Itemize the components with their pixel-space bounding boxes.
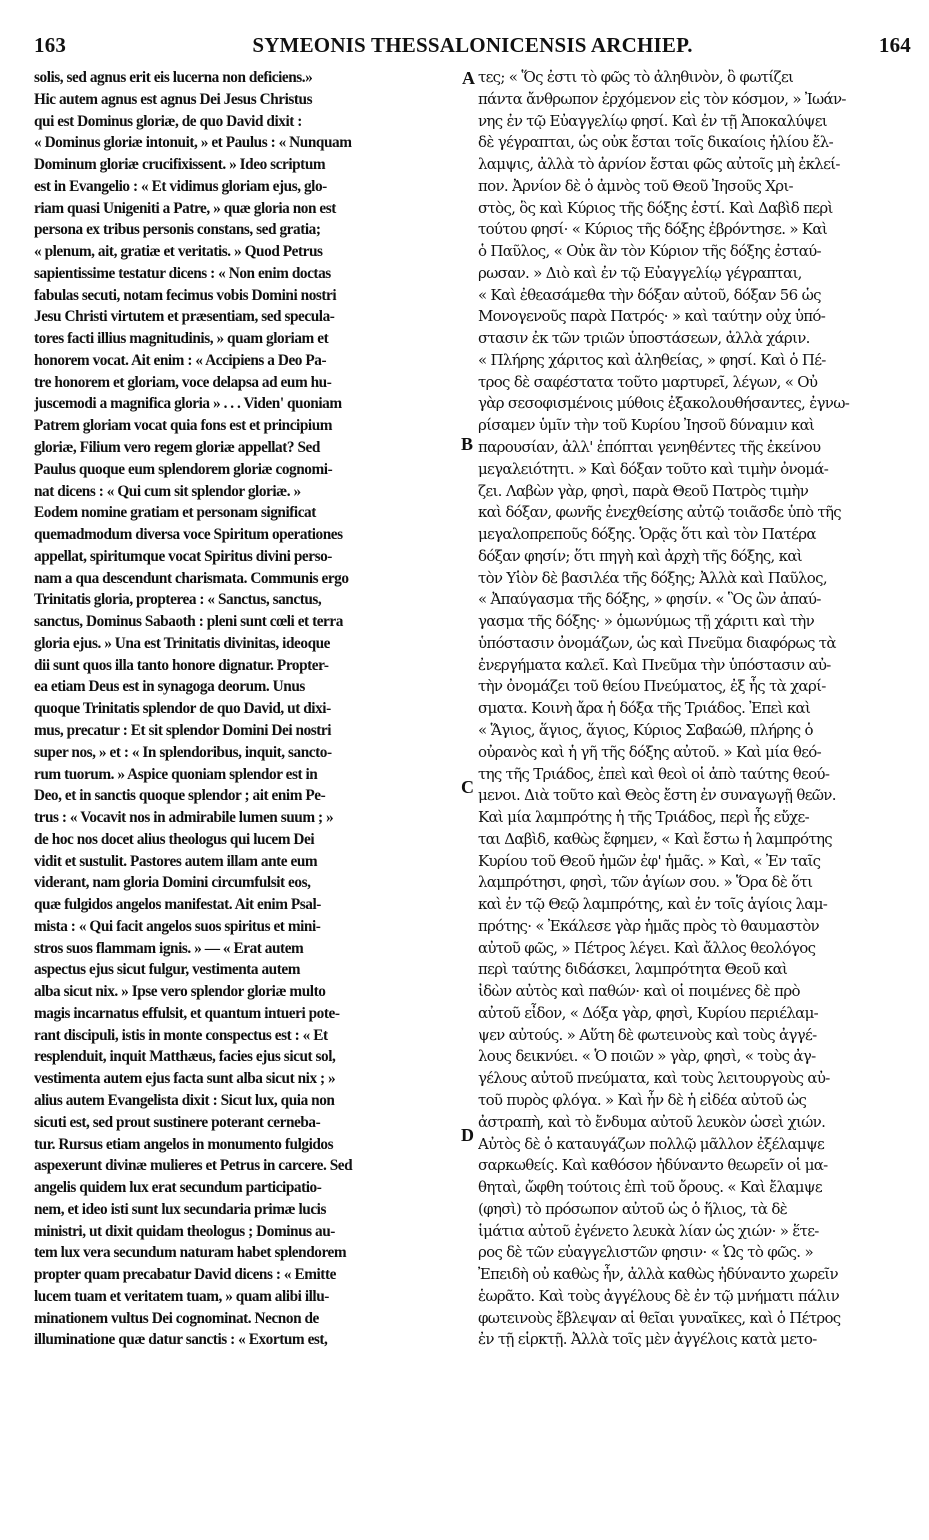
greek-text-line: περὶ ταύτης διδάσκει, λαμπρότητα Θεοῦ καὶ xyxy=(478,960,788,979)
greek-text-line: στὸς, ὃς καὶ Κύριος τῆς δόξης ἐστί. Καὶ Δαβὶδ περὶ xyxy=(478,198,833,217)
greek-text-line: τρος δὲ σαφέστατα τοῦτο μαρτυρεῖ, λέγων, « Οὐ xyxy=(478,372,818,391)
latin-text-line: dii sunt quos illa tanto honore dignatur. Propter- xyxy=(34,656,329,674)
greek-text-line: τὸν Υἱὸν δὲ βασιλέα τῆς δόξης; Ἀλλὰ καὶ Παῦλος, xyxy=(478,568,827,587)
margin-marker-d: D xyxy=(461,1125,474,1145)
latin-text-line: viderant, nam gloria Domini circumfulsit eos, xyxy=(34,874,311,892)
greek-text-line: Καὶ μία λαμπρότης ἡ τῆς Τριάδος, περὶ ἧς εὔχε- xyxy=(478,808,809,827)
greek-text-line: Αὐτὸς δὲ ὁ καταυγάζων πολλῷ μᾶλλον ἐξέλαμψε xyxy=(478,1134,825,1153)
latin-text-line: Jesu Christi virtutem et præsentiam, sed specula- xyxy=(34,308,335,326)
greek-text-line: ψεν αὐτούς. » Αὕτη δὲ φωτεινοὺς καὶ τοὺς ἀγγέ- xyxy=(478,1025,817,1044)
latin-text-line: resplenduit, inquit Matthæus, facies ejus sicut sol, xyxy=(34,1048,336,1066)
latin-text-line: sicuti est, sed prout sustinere poterant cerneba- xyxy=(34,1113,321,1131)
greek-text-line: τὴν ὀνομάζει τοῦ θείου Πνεύματος, ἐξ ἧς τὰ χαρί- xyxy=(478,677,826,696)
greek-text-line: γέλους αὐτοῦ πνεύματα, καὶ τοὺς λειτουργοὺς αὐ- xyxy=(478,1069,830,1088)
latin-text-line: riam quasi Unigeniti a Patre, » quæ gloria non est xyxy=(34,199,336,217)
latin-text-line: fabulas secuti, notam fecimus vobis Domini nostri xyxy=(34,286,337,304)
latin-text-line: stros suos flammam ignis. » — « Erat autem xyxy=(34,939,304,957)
running-title: SYMEONIS THESSALONICENSIS ARCHIEP. xyxy=(252,33,693,57)
greek-text-line: λαμψις, ἀλλὰ τὸ ἀρνίον ἔσται φῶς αὐτοῖς μὴ ἐκλεί- xyxy=(478,155,840,174)
latin-text-line: de hoc nos docet alius theologus qui lucem Dei xyxy=(34,830,315,848)
greek-text-line: τοῦ πυρὸς φλόγα. » Καὶ ἦν δὲ ἡ εἰδέα αὐτοῦ ὡς xyxy=(478,1090,807,1109)
greek-text-line: « Πλήρης χάριτος καὶ ἀληθείας, » φησί. Καὶ ὁ Πέ- xyxy=(478,350,826,369)
greek-text-line: σματα. Κοινὴ ἄρα ἡ δόξα τῆς Τριάδος. Ἐπεὶ καὶ xyxy=(478,699,811,718)
greek-text-line: ὑπόστασιν ὀνομάζων, ὡς καὶ Πνεῦμα διαφόρως τὰ xyxy=(478,633,836,652)
latin-text-line: qui est Dominus gloriæ, de quo David dixit : xyxy=(34,112,302,130)
greek-text-line: τούτου φησί· « Κύριος τῆς δόξης ἐβρόντησε. » Καὶ xyxy=(478,220,827,239)
latin-text-line: persona ex tribus personis constans, sed gratia; xyxy=(34,221,321,239)
greek-text-line: ἑωρᾶτο. Καὶ τοὺς ἀγγέλους δὲ ἐν τῷ μνήματι πάλιν xyxy=(478,1286,840,1305)
greek-text-line: ται Δαβὶδ, καθὼς ἔφημεν, « Καὶ ἔστω ἡ λαμπρότης xyxy=(478,829,832,848)
latin-text-line: lucem tuam et veritatem tuam, » quam alibi illu- xyxy=(34,1287,329,1305)
latin-text-line: gloriæ, Filium vero regem gloriæ appellat? Sed xyxy=(34,439,320,457)
latin-text-line: tem lux vera secundum naturam habet splendorem xyxy=(34,1244,347,1262)
running-header xyxy=(34,33,911,63)
latin-text-line: tur. Rursus etiam angelos in monumento fulgidos xyxy=(34,1135,334,1153)
latin-text-line: aspectus ejus sicut fulgur, vestimenta autem xyxy=(34,961,301,979)
latin-text-line: honorem vocat. Ait enim : « Accipiens a Deo Pa- xyxy=(34,351,327,369)
latin-text-line: « plenum, ait, gratiæ et veritatis. » Quod Petrus xyxy=(34,243,323,261)
latin-text-line: rant discipuli, istis in monte conspectus est : « Et xyxy=(34,1026,328,1044)
latin-text-line: nat dicens : « Qui cum sit splendor gloriæ. » xyxy=(34,482,301,500)
latin-text-line: ea etiam Deus est in synagoga deorum. Unus xyxy=(34,678,305,696)
latin-text-line: mista : « Qui facit angelos suos spiritus et mini- xyxy=(34,917,321,935)
latin-text-line: quemadmodum diversa voce Spiritum operationes xyxy=(34,526,343,544)
greek-text-line: ἐν τῇ εἱρκτῇ. Ἀλλὰ τοῖς μὲν ἀγγέλοις κατὰ μετο- xyxy=(478,1330,817,1349)
greek-text-line: μενοι. Διὰ τοῦτο καὶ Θεὸς ἔστη ἐν συναγωγῇ θεῶν. xyxy=(478,786,836,805)
latin-text-line: alba sicut nix. » Ipse vero splendor gloriæ multo xyxy=(34,983,326,1001)
greek-text-line: ὁ Παῦλος, « Οὐκ ἂν τὸν Κύριον τῆς δόξης ἐσταύ- xyxy=(478,242,821,261)
greek-text-line: « Ἅγιος, ἅγιος, ἅγιος, Κύριος Σαβαώθ, πλήρης ὁ xyxy=(478,720,813,739)
greek-text-line: ρος δὲ τῶν εὐαγγελιστῶν φησιν· « Ὡς τὸ φῶς. » xyxy=(478,1243,813,1262)
greek-text-line: σαρκωθείς. Καὶ καθόσον ἠδύναντο θεωρεῖν οἱ μα- xyxy=(478,1156,828,1175)
latin-column xyxy=(34,67,458,1513)
latin-text-line: Eodem nomine gratiam et personam significat xyxy=(34,504,316,522)
greek-text-line: « Ἀπαύγασμα τῆς δόξης, » φησίν. « Ὃς ὢν ἀπαύ- xyxy=(478,590,821,609)
page-number-left: 163 xyxy=(34,33,67,57)
latin-text-line: propter quam precabatur David dicens : « Emitte xyxy=(34,1266,336,1284)
greek-text-line: ἱμάτια αὐτοῦ ἐγένετο λευκὰ λίαν ὡς χιών· » ἕτε- xyxy=(478,1221,819,1240)
greek-text-line: γασμα τῆς δόξης· » ὁμωνύμως τῇ χάριτι καὶ τὴν xyxy=(478,612,815,631)
greek-text-line: αὐτοῦ φῶς, » Πέτρος λέγει. Καὶ ἄλλος θεολόγος xyxy=(478,938,816,957)
latin-text-line: juscemodi a magnifica gloria » . . . Viden' quoniam xyxy=(34,395,342,413)
greek-text-line: νης ἐν τῷ Εὐαγγελίῳ φησί. Καὶ ἐν τῇ Ἀποκαλύψει xyxy=(478,111,827,130)
latin-text-line: aspexerunt divinæ mulieres et Petrus in carcere. Sed xyxy=(34,1157,353,1175)
latin-text-line: solis, sed agnus erit eis lucerna non deficiens.» xyxy=(34,69,313,86)
margin-marker-c: C xyxy=(461,777,474,797)
greek-text-line: λους δεικνύει. « Ὁ ποιῶν » γὰρ, φησὶ, « τοὺς ἀγ- xyxy=(478,1047,816,1066)
greek-text-line: πάντα ἄνθρωπον ἐρχόμενον εἰς τὸν κόσμον, » Ἰωάν- xyxy=(478,89,846,108)
greek-text-line: Μονογενοῦς παρὰ Πατρός· » καὶ ταύτην οὐχ ὑπό- xyxy=(478,307,826,326)
latin-text-line: super nos, » et : « In splendoribus, inquit, sancto- xyxy=(34,743,332,761)
latin-text-line: quæ fulgidos angelos manifestat. Ait enim Psal- xyxy=(34,896,321,914)
greek-text-line: θηταὶ, ὤφθη τούτοις ἐπὶ τοῦ ὄρους. « Καὶ ἔλαμψε xyxy=(478,1178,822,1197)
latin-text-line: illuminatione quæ datur sanctis : « Exortum est, xyxy=(34,1331,328,1349)
page-number-right: 164 xyxy=(878,33,911,57)
greek-text-line: ζει. Λαβὼν γὰρ, φησὶ, παρὰ Θεοῦ Πατρὸς τιμὴν xyxy=(478,481,809,500)
greek-text-line: πρότης· « Ἐκάλεσε γὰρ ἡμᾶς πρὸς τὸ θαυμαστὸν xyxy=(478,916,819,935)
greek-column xyxy=(478,67,910,1513)
latin-text-line: « Dominus gloriæ intonuit, » et Paulus : « Nunquam xyxy=(34,134,352,152)
latin-text-line: alius autem Evangelista dixit : Sicut lux, quia non xyxy=(34,1091,335,1109)
margin-marker-b: B xyxy=(461,434,474,454)
latin-text-line: Patrem gloriam vocat quia fons est et principium xyxy=(34,417,333,435)
greek-text-line: Κυρίου τοῦ Θεοῦ ἡμῶν ἐφ' ἡμᾶς. » Καὶ, « Ἐν ταῖς xyxy=(478,851,821,870)
latin-text-line: trus : « Vocavit nos in admirabile lumen suum ; » xyxy=(34,809,334,827)
latin-text-line: tre honorem et gloriam, voce delapsa ad eum hu- xyxy=(34,373,332,391)
latin-text-line: Dominum gloriæ crucifixissent. » Ideo scriptum xyxy=(34,156,326,174)
latin-text-line: ministri, ut dixit quidam theologus ; Dominus au- xyxy=(34,1222,335,1240)
latin-text-line: mus, precatur : Et sit splendor Domini Dei nostri xyxy=(34,721,332,739)
greek-text-line: γὰρ σεσοφισμένοις μύθοις ἐξακολουθήσαντες, ἐγνω- xyxy=(478,394,850,413)
greek-text-line: « Καὶ ἐθεασάμεθα τὴν δόξαν αὐτοῦ, δόξαν 56 ὡς xyxy=(478,285,821,304)
latin-text-line: vidit et sustulit. Pastores autem illam ante eum xyxy=(34,852,318,870)
latin-text-line: nam a qua descendunt charismata. Communis ergo xyxy=(34,569,349,587)
greek-text-line: μεγαλοπρεποῦς δόξης. Ὁρᾷς ὅτι καὶ τὸν Πατέρα xyxy=(478,525,816,544)
latin-text-line: est in Evangelio : « Et vidimus gloriam ejus, glo- xyxy=(34,177,327,195)
latin-text-line: sanctus, Dominus Sabaoth : pleni sunt cœli et terra xyxy=(34,613,343,631)
greek-text-line: ἀστραπὴ, καὶ τὸ ἔνδυμα αὐτοῦ λευκὸν ὡσεὶ χιών. xyxy=(478,1112,826,1131)
greek-text-line: οὐρανὸς καὶ ἡ γῆ τῆς δόξης αὐτοῦ. » Καὶ μία θεό- xyxy=(478,742,821,761)
greek-text-line: φωτεινοὺς ἔβλεψαν αἱ θεῖαι γυναῖκες, καὶ ὁ Πέτρος xyxy=(478,1308,841,1327)
greek-text-line: στασιν ἐκ τῶν τριῶν ὑποστάσεων, ἀλλὰ χάριν. xyxy=(478,329,810,348)
greek-text-line: Ἐπειδὴ οὐ καθὼς ἦν, ἀλλὰ καθὼς ἠδύναντο χωρεῖν xyxy=(478,1265,838,1284)
latin-text-line: gloria ejus. » Una est Trinitatis divinitas, ideoque xyxy=(34,634,331,652)
latin-text-line: Deo, et in sanctis quoque splendor ; ait enim Pe- xyxy=(34,787,326,805)
greek-text-line: αὐτοῦ εἶδον, « Δόξα γὰρ, φησὶ, Κυρίου περιέλαμ- xyxy=(478,1003,818,1022)
greek-text-line: ἐνεργήματα καλεῖ. Καὶ Πνεῦμα τὴν ὑπόστασιν αὐ- xyxy=(478,655,831,674)
greek-text-line: καὶ δόξαν, φωνῆς ἐνεχθείσης αὐτῷ τοιᾶσδε ὑπὸ τῆς xyxy=(478,503,841,522)
latin-text-line: tores facti illius magnitudinis, » quam gloriam et xyxy=(34,330,329,348)
latin-text-line: sapientissime testatur dicens : « Non enim doctas xyxy=(34,264,331,282)
greek-text-line: μεγαλειότητι. » Καὶ δόξαν τοῦτο καὶ τιμὴν ὀνομά- xyxy=(478,459,829,478)
greek-text-line: δὲ γέγραπται, ὡς οὐκ ἔσται τοῖς δικαίοις ἡλίου ἔλ- xyxy=(478,133,833,152)
latin-text-line: magis incarnatus effulsit, et quantum intueri pote- xyxy=(34,1004,340,1022)
greek-text-line: ἰδὼν αὐτὸς καὶ παθών· καὶ οἱ ποιμένες δὲ πρὸ xyxy=(478,982,800,1001)
greek-text-line: δόξαν φησίν; ὅτι πηγὴ καὶ ἀρχὴ τῆς δόξης, καὶ xyxy=(478,546,802,565)
latin-text-line: Trinitatis gloria, propterea : « Sanctus, sanctus, xyxy=(34,591,322,609)
greek-text-line: (φησὶ) τὸ πρόσωπον αὐτοῦ ὡς ὁ ἥλιος, τὰ δὲ xyxy=(478,1199,788,1218)
latin-text-line: minationem vultus Dei cognominat. Necnon de xyxy=(34,1309,319,1327)
greek-text-line: λαμπρότησι, φησὶ, τῶν ἁγίων σου. » Ὅρα δὲ ὅτι xyxy=(478,873,813,892)
greek-text-line: τες; « Ὅς ἐστι τὸ φῶς τὸ ἀληθινὸν, ὃ φωτίζει xyxy=(478,68,794,86)
latin-text-line: Hic autem agnus est agnus Dei Jesus Christus xyxy=(34,90,313,108)
greek-text-line: πον. Ἀρνίον δὲ ὁ ἀμνὸς τοῦ Θεοῦ Ἰησοῦς Χρι- xyxy=(478,176,793,195)
latin-text-line: vestimenta autem ejus facta sunt alba sicut nix ; » xyxy=(34,1070,336,1088)
greek-text-line: παρουσίαν, ἀλλ' ἐπόπται γενηθέντες τῆς ἐκείνου xyxy=(478,438,821,457)
latin-text-line: appellat, spiritumque vocat Spiritus divini perso- xyxy=(34,547,332,565)
latin-text-line: nem, et ideo isti sunt lux secundaria primæ lucis xyxy=(34,1200,326,1218)
greek-text-line: ρίσαμεν ὑμῖν τὴν τοῦ Κυρίου Ἰησοῦ δύναμιν καὶ xyxy=(478,416,815,435)
latin-text-line: rum tuorum. » Aspice quoniam splendor est in xyxy=(34,765,318,783)
greek-text-line: της τῆς Τριάδος, ἐπεὶ καὶ θεοὶ οἱ ἀπὸ ταύτης θεού- xyxy=(478,764,830,783)
margin-marker-a: A xyxy=(462,68,475,88)
greek-text-line: καὶ ἐν τῷ Θεῷ λαμπρότης, καὶ ἐν τοῖς ἁγίοις λαμ- xyxy=(478,895,828,914)
greek-text-line: ρωσαν. » Διὸ καὶ ἐν τῷ Εὐαγγελίῳ γέγραπται, xyxy=(478,263,802,282)
latin-text-line: angelis quidem lux erat secundum participatio- xyxy=(34,1179,322,1197)
latin-text-line: quoque Trinitatis splendor de quo David, ut dixi- xyxy=(34,700,331,718)
latin-text-line: Paulus quoque eum splendorem gloriæ cognomi- xyxy=(34,460,333,478)
